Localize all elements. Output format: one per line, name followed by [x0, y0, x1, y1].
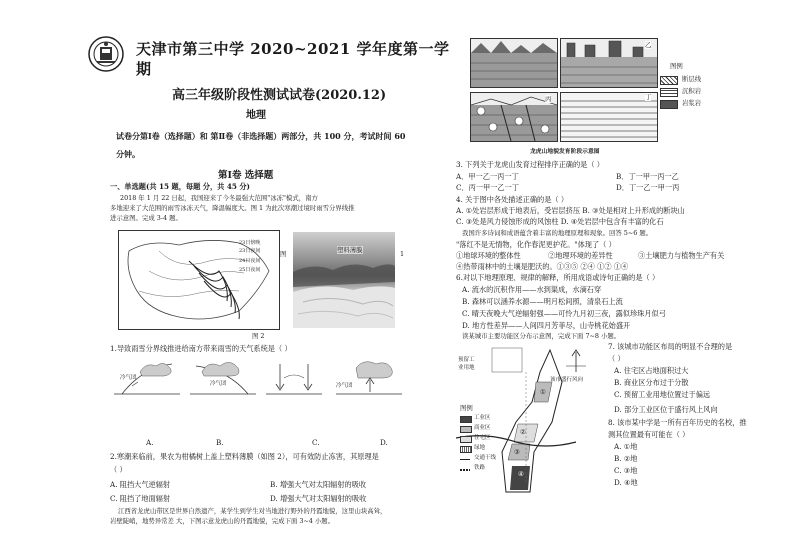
option-b[interactable]: B. ②地 [614, 454, 638, 463]
question-8-stem: 8. 该市某中学是一所有百年历史的名校，推 [608, 418, 747, 427]
passage-3: 我国许多诗词和成语蕴含着丰富的地理原理和现象。回答 5~6 题。 [462, 229, 653, 237]
map-legend-item: 铁路 [474, 465, 486, 471]
map-legend-item: 绿地 [474, 445, 486, 451]
map-legend-item: 工业区 [474, 415, 491, 421]
passage-4: 读某城市主要功能区分布示意图，完成下面 7~8 小题。 [462, 332, 621, 340]
isoline-label: 23日傍晚 [239, 240, 261, 246]
option-d[interactable]: D. [380, 438, 388, 447]
option-a[interactable]: A．甲一乙一丙一丁 [456, 172, 519, 181]
fault-line-swatch [660, 76, 678, 85]
reserved-land-label: 预留工 [458, 357, 475, 363]
passage-1: 2018 年 1 月 22 日起，我国迎来了今冬最强大范围"冰冻"模式，南方 [120, 194, 318, 202]
greenland-swatch [460, 446, 472, 453]
option-d[interactable]: D. ④地 [614, 478, 638, 487]
passage-2b: 岩壁陡峭，地势异常差 大，下图示意龙虎山的丹霞地貌，完成下面 3~4 小题。 [110, 517, 335, 525]
option-c[interactable]: C. ③地 [614, 466, 638, 475]
question-5-option[interactable]: ③土壤肥力与植物生产有关 [638, 251, 725, 260]
industrial-swatch [460, 416, 472, 423]
option-b[interactable]: B. 商业区分布过于分散 [614, 378, 689, 387]
question-4-stem: 4. 关于图中各处描述正确的是（ ） [456, 195, 569, 204]
exam-title-line2: 期 [136, 60, 152, 78]
front-diagram-d[interactable] [334, 358, 404, 398]
wind-direction-label: 该市盛行风向 [550, 377, 584, 383]
panel-label: 乙 [645, 41, 652, 49]
question-6-stem: 6.对以下地理原理、规律的解释，所用成语或诗句正确的是（ ） [456, 273, 660, 282]
figure-number: 1 [400, 250, 405, 258]
diagram-label: 冷气团 [210, 381, 227, 387]
option-d[interactable]: D. 地方性差异——人间四月芳菲尽，山寺桃花始盛开 [462, 321, 631, 330]
option-a[interactable]: A. 阻挡大气逆辐射 [110, 480, 171, 489]
figure-caption: 图 2 [252, 332, 265, 340]
isoline-label: 23日夜间 [239, 248, 261, 254]
option-c[interactable]: C．丙一甲一乙一丁 [456, 183, 520, 192]
plastic-film-photo [293, 232, 395, 328]
question-4-options-1[interactable]: A. ①处岩层形成于地表后，受岩层挤压 B. ③处是相对上升形成的断块山 [456, 206, 685, 215]
question-3-stem: 3. 下列关于龙虎山发育过程排序正确的是（ ） [456, 160, 604, 169]
exam-intro: 试卷分第Ⅰ卷（选择题）和 第Ⅱ卷（非选择题）两部分，共 100 分，考试时间 60 [116, 131, 406, 141]
option-d[interactable]: D. 部分工业区位于盛行风上风向 [614, 405, 718, 414]
question-1-stem: 1.导致雨雪分界线推进给南方带来雨雪的天气系统是（ ） [110, 344, 292, 353]
geology-panel-yi [560, 38, 658, 88]
panel-label: 丙 [545, 95, 552, 103]
question-2-stem: 2.寒潮来临前，果农为柑橘树上盖上塑料薄膜（如图 2），可有效防止冻害，其原理是 [110, 452, 379, 461]
legend-item: 岩浆岩 [682, 99, 702, 107]
question-4-options-2[interactable]: C. ③处是风力侵蚀形成的风蚀柱 D. ④处岩层中包含有丰富的化石 [456, 217, 664, 226]
option-d[interactable]: D. 增强大气对太阳辐射的吸收 [270, 494, 367, 503]
map-legend-title: 图例 [460, 404, 473, 412]
question-5-option[interactable]: ①地球环境的整体性 [456, 251, 521, 260]
city-function-map [456, 342, 604, 498]
option-b[interactable]: B. [216, 438, 224, 447]
option-b[interactable]: B. 增强大气对太阳辐射的吸收 [270, 480, 367, 489]
subject-title: 地理 [246, 110, 266, 121]
panel-label: 丁 [645, 93, 652, 101]
option-c[interactable]: C. 预留工业用地位置过于偏远 [614, 390, 711, 399]
school-logo [88, 36, 124, 72]
passage-2: 江西省龙虎山带区是世界自然遗产，某学生到学生对当地进行野外的丹霞地貌，这里山块高耸， [118, 507, 387, 515]
option-b[interactable]: B. 森林可以涵养水源——明月松间照，清泉石上流 [462, 297, 623, 306]
map-marker: ② [520, 428, 526, 436]
road-swatch [460, 459, 470, 460]
question-5-stem: "落红不是无情物，化作春泥更护花。"体现了（ ） [456, 240, 616, 249]
map-legend-item: 住宅区 [474, 435, 491, 441]
option-d[interactable]: D．丁一乙一甲一丙 [616, 183, 680, 192]
geology-panel-bing [470, 92, 558, 142]
passage-1b: 多地迎来了大范围的雨雪冰冻天气，降温幅度大。图 1 为此次寒潮过境时雨雪分界线推 [110, 204, 355, 212]
map-marker: ① [540, 388, 546, 396]
option-a[interactable]: A. 住宅区占地面积过大 [614, 366, 689, 375]
option-c[interactable]: C. 阻挡了地面辐射 [110, 494, 171, 503]
option-a[interactable]: A. ①地 [614, 442, 638, 451]
sedimentary-rock-swatch [660, 88, 678, 97]
map-marker: ④ [518, 470, 524, 478]
exam-subtitle: 高三年级阶段性测试试卷(2020.12) [172, 88, 387, 103]
question-2-paren: （ ） [110, 465, 127, 474]
geology-panel-ding [560, 92, 658, 142]
geology-caption: 龙虎山地貌发育阶段示意图 [530, 149, 600, 155]
option-a[interactable]: A. 流水的沉积作用——水到渠成，水滴石穿 [462, 285, 602, 294]
passage-1c: 进示意图。完成 3-4 题。 [110, 214, 182, 222]
question-7-stem: 7. 该城市功能区布局的明显不合理的是 [608, 342, 733, 351]
exam-intro-2: 分钟。 [116, 149, 140, 159]
legend-item: 断层线 [682, 75, 702, 83]
igneous-rock-swatch [660, 100, 678, 109]
exam-title-line1: 天津市第三中学 2020~2021 学年度第一学 [136, 40, 450, 58]
question-5-option-line[interactable]: ④热带雨林中的土壤是肥沃的。①③⑤ ②④ ①② ①④ [456, 262, 629, 271]
front-diagram-b[interactable] [188, 358, 258, 398]
option-a[interactable]: A. [146, 438, 154, 447]
map-legend-item: 交通干线 [474, 455, 497, 461]
option-c[interactable]: C. [312, 438, 320, 447]
section-subtitle: 一、单选题(共 15 题，每题 分，共 45 分) [110, 182, 250, 191]
commercial-swatch [460, 426, 472, 433]
legend-item: 沉积岩 [682, 87, 702, 95]
question-7-paren: （ ） [608, 354, 625, 363]
geology-panel-jia [470, 38, 558, 88]
residential-swatch [460, 436, 472, 443]
option-c[interactable]: C. 晴天夜晚大气逆辐射强——可怜九月初三夜，露似珍珠月似弓 [462, 309, 666, 318]
question-8-stem-2: 测其位置最有可能在（ ） [608, 430, 690, 439]
isoline-label: 24日夜间 [239, 258, 261, 264]
railway-swatch [460, 469, 470, 471]
legend-title: 图例 [670, 62, 683, 70]
reserved-land-label-2: 业用地 [458, 365, 475, 371]
diagram-label: 冷气团 [120, 375, 137, 381]
map-legend-item: 商业区 [474, 425, 491, 431]
front-diagram-c[interactable] [264, 358, 324, 398]
front-diagram-a[interactable] [112, 358, 182, 398]
map-marker: ③ [514, 448, 520, 456]
figure-label: 图 [280, 250, 287, 258]
diagram-label: 冷气团 [336, 383, 353, 389]
question-5-option[interactable]: ②地理环境的差异性 [548, 251, 613, 260]
isoline-label: 25日夜间 [239, 267, 261, 273]
section-title: 第Ⅰ卷 选择题 [218, 170, 274, 181]
photo-label: 塑料薄膜 [337, 246, 363, 254]
rain-snow-line-map [118, 230, 280, 330]
option-b[interactable]: B．丁一甲一丙一乙 [616, 172, 679, 181]
